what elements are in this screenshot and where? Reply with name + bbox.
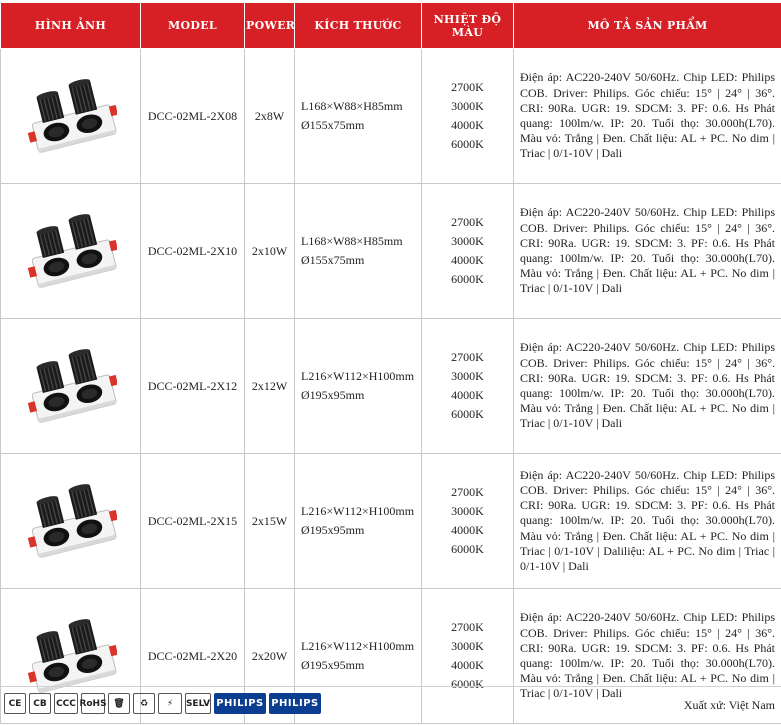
color-temp-value: 6000K [422, 270, 513, 289]
color-temp-value: 2700K [422, 618, 513, 637]
power-cell: 2x15W [245, 454, 295, 589]
color-temp-value: 3000K [422, 97, 513, 116]
product-image-cell [1, 49, 141, 184]
table-row [1, 319, 781, 454]
size-dimensions: L216×W112×H100mm [301, 637, 421, 656]
header-model: MODEL [141, 3, 245, 49]
downlight-product-icon [25, 76, 117, 156]
model-cell: DCC-02ML-2X20 [141, 589, 245, 724]
color-temp-value: 2700K [422, 348, 513, 367]
philips-logo-icon: PHILIPS [214, 693, 266, 714]
table-row [1, 184, 781, 319]
recycle-icon: ♻ [133, 693, 155, 714]
size-cutout: Ø195x95mm [301, 656, 421, 675]
power-cell: 2x20W [245, 589, 295, 724]
color-temp-cell [422, 49, 514, 184]
rohs-icon: RoHS [81, 693, 105, 714]
color-temp-value: 2700K [422, 213, 513, 232]
size-cell [295, 454, 422, 589]
cb-mark-icon: CB [29, 693, 51, 714]
origin-label: Xuất xứ: Việt Nam [684, 698, 775, 713]
size-cutout: Ø155x75mm [301, 251, 421, 270]
philips-logo-icon: PHILIPS [269, 693, 321, 714]
color-temp-value: 4000K [422, 251, 513, 270]
downlight-product-icon [25, 346, 117, 426]
downlight-product-icon [25, 211, 117, 291]
header-power: POWER [245, 3, 295, 49]
table-row [1, 454, 781, 589]
downlight-product-icon [25, 481, 117, 561]
size-dimensions: L168×W88×H85mm [301, 97, 421, 116]
color-temp-value: 3000K [422, 502, 513, 521]
model-cell: DCC-02ML-2X12 [141, 319, 245, 454]
color-temp-value: 2700K [422, 483, 513, 502]
color-temp-value: 4000K [422, 386, 513, 405]
size-dimensions: L168×W88×H85mm [301, 232, 421, 251]
size-cell [295, 49, 422, 184]
certification-logos [4, 693, 321, 714]
power-cell: 2x8W [245, 49, 295, 184]
size-cutout: Ø155x75mm [301, 116, 421, 135]
energy-saving-icon: ⚡ [158, 693, 182, 714]
header-size: KÍCH THƯỚC [295, 3, 422, 49]
power-cell: 2x10W [245, 184, 295, 319]
selv-icon: SELV [185, 693, 211, 714]
description-cell: Điện áp: AC220-240V 50/60Hz. Chip LED: Philips COB. Driver: Philips. Góc chiếu: 15° | 24° | 36°. CRI: 90Ra. UGR: 19. SDCM: 3. PF: 0.6. Hs Phát quang: 100lm/w. IP: 20. Tuổi thọ: 30.000h(L70). Màu vỏ: Trắng | Đen. Chất liệu: AL + PC. No dim | Triac | 0/1-10V | Dali [514, 319, 781, 454]
color-temp-value: 3000K [422, 637, 513, 656]
table-row [1, 49, 781, 184]
model-cell: DCC-02ML-2X08 [141, 49, 245, 184]
size-dimensions: L216×W112×H100mm [301, 367, 421, 386]
color-temp-value: 6000K [422, 135, 513, 154]
downlight-product-icon [25, 616, 117, 696]
size-cutout: Ø195x95mm [301, 386, 421, 405]
model-cell: DCC-02ML-2X15 [141, 454, 245, 589]
color-temp-cell [422, 184, 514, 319]
color-temp-value: 2700K [422, 78, 513, 97]
description-cell: Điện áp: AC220-240V 50/60Hz. Chip LED: Philips COB. Driver: Philips. Góc chiếu: 15° | 24° | 36°. CRI: 90Ra. UGR: 19. SDCM: 3. PF: 0.6. Hs Phát quang: 100lm/w. IP: 20. Tuổi thọ: 30.000h(L70). Màu vỏ: Trắng | Đen. Chất liệu: AL + PC. No dim | Triac | 0/1-10V | Daliliệu: AL + PC. No dim | Triac | 0/1-10V | Dali [514, 454, 781, 589]
header-description: MÔ TẢ SẢN PHẨM [514, 3, 781, 49]
product-image-cell [1, 184, 141, 319]
product-table [0, 2, 781, 724]
description-cell: Điện áp: AC220-240V 50/60Hz. Chip LED: Philips COB. Driver: Philips. Góc chiếu: 15° | 24° | 36°. CRI: 90Ra. UGR: 19. SDCM: 3. PF: 0.6. Hs Phát quang: 100lm/w. IP: 20. Tuổi thọ: 30.000h(L70). Màu vỏ: Trắng | Đen. Chất liệu: AL + PC. No dim | Triac | 0/1-10V | Dali [514, 49, 781, 184]
weee-bin-icon: 🗑 [108, 693, 130, 714]
power-cell: 2x12W [245, 319, 295, 454]
size-cutout: Ø195x95mm [301, 521, 421, 540]
model-cell: DCC-02ML-2X10 [141, 184, 245, 319]
footer [0, 686, 781, 726]
color-temp-cell [422, 454, 514, 589]
color-temp-value: 6000K [422, 675, 513, 694]
header-color-temp: NHIỆT ĐỘ MÀU [422, 3, 514, 49]
product-image-cell [1, 454, 141, 589]
color-temp-value: 4000K [422, 521, 513, 540]
ce-mark-icon: CE [4, 693, 26, 714]
header-image: HÌNH ẢNH [1, 3, 141, 49]
color-temp-value: 6000K [422, 540, 513, 559]
size-dimensions: L216×W112×H100mm [301, 502, 421, 521]
color-temp-cell [422, 319, 514, 454]
color-temp-value: 3000K [422, 232, 513, 251]
product-image-cell [1, 319, 141, 454]
color-temp-value: 3000K [422, 367, 513, 386]
size-cell [295, 184, 422, 319]
description-cell: Điện áp: AC220-240V 50/60Hz. Chip LED: Philips COB. Driver: Philips. Góc chiếu: 15° | 24° | 36°. CRI: 90Ra. UGR: 19. SDCM: 3. PF: 0.6. Hs Phát quang: 100lm/w. IP: 20. Tuổi thọ: 30.000h(L70). Màu vỏ: Trắng | Đen. Chất liệu: AL + PC. No dim | Triac | 0/1-10V | Dali [514, 589, 781, 724]
table-header-row [1, 3, 781, 49]
size-cell [295, 319, 422, 454]
ccc-mark-icon: CCC [54, 693, 78, 714]
color-temp-value: 4000K [422, 116, 513, 135]
color-temp-value: 6000K [422, 405, 513, 424]
color-temp-value: 4000K [422, 656, 513, 675]
description-cell: Điện áp: AC220-240V 50/60Hz. Chip LED: Philips COB. Driver: Philips. Góc chiếu: 15° | 24° | 36°. CRI: 90Ra. UGR: 19. SDCM: 3. PF: 0.6. Hs Phát quang: 100lm/w. IP: 20. Tuổi thọ: 30.000h(L70). Màu vỏ: Trắng | Đen. Chất liệu: AL + PC. No dim | Triac | 0/1-10V | Dali [514, 184, 781, 319]
